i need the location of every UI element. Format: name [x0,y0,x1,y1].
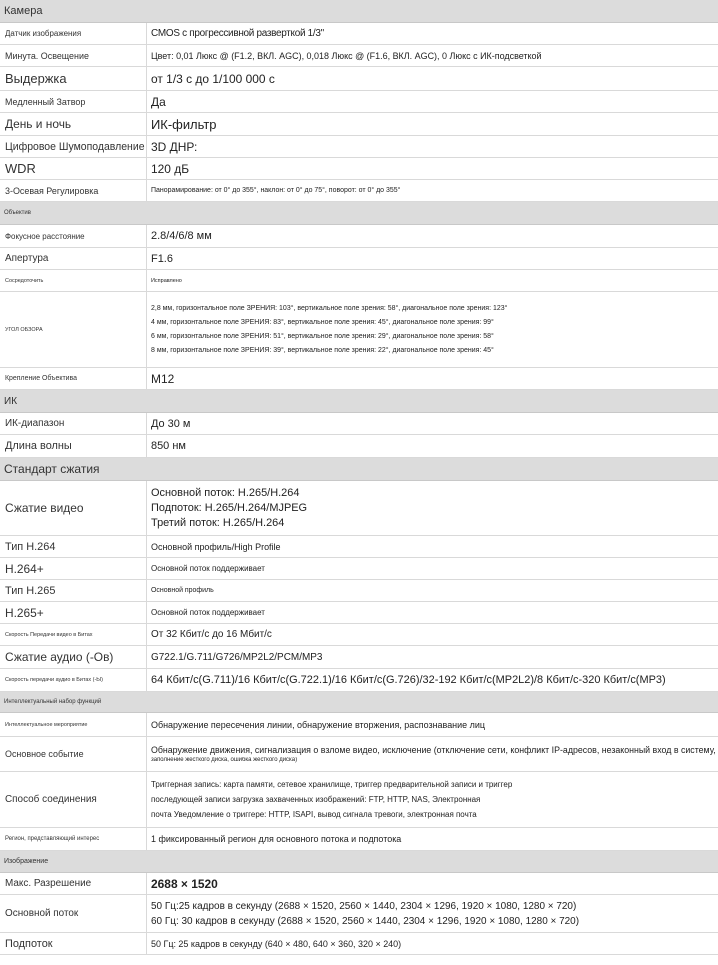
row-label: Фокусное расстояние [0,225,147,247]
table-row [0,113,718,136]
table-row [0,270,718,292]
table-row [0,873,718,895]
row-label: Основной поток [0,895,147,932]
row-value: Основной профиль [151,587,214,594]
row-value: 850 нм [151,440,186,452]
table-row [0,646,718,669]
row-value: 3D ДНР: [151,139,198,154]
table-row [0,292,718,368]
section-header-ir: ИК [0,390,718,413]
row-value: 2,8 мм, горизонтальное поле ЗРЕНИЯ: 103°, вертикальное поле зрения: 58°, диагональное поле зрения: 123° 4 мм, горизонтальное поле ЗРЕНИЯ: 83°, вертикальное поле зрения: 45°, диагональное поле зрения: 99° 6 мм, горизонтальное поле ЗРЕНИЯ: 51°, вертикальное поле зрения: 29°, диагональное поле зрения: 58° 8 мм, горизонтальное поле ЗРЕНИЯ: 39°, вертикальное поле зрения: 22°, диагональное поле зрения: 45° [151,305,508,354]
table-row [0,624,718,646]
row-label: Регион, представляющий интерес [0,828,147,850]
row-value: Обнаружение движения, сигнализация о взломе видео, исключение (отключение сети, конфликт IP-адресов, незаконный вход в систему, заполнение жесткого диска, ошибка жесткого диска) [151,745,716,763]
row-value: Основной поток поддерживает [151,608,265,617]
section-header-lens: Объектив [0,202,718,225]
row-label: Способ соединения [0,772,147,827]
row-value: Да [151,94,166,109]
row-label: Сжатие видео [0,481,147,535]
row-value: Основной поток поддерживает [151,564,265,573]
table-row [0,45,718,67]
table-row [0,536,718,558]
row-label: Датчик изображения [0,23,147,44]
section-header-smart: Интеллектуальный набор функций [0,692,718,713]
table-row [0,933,718,955]
row-value: 2.8/4/6/8 мм [151,230,212,242]
row-label: Медленный Затвор [0,91,147,112]
row-value: Исправлено [151,277,182,284]
row-value: G722.1/G.711/G726/MP2L2/PCM/MP3 [151,651,323,663]
row-value: Основной профиль/High Profile [151,541,281,552]
row-label: День и ночь [0,113,147,135]
row-label: УГОЛ ОБЗОРА [0,292,147,367]
row-label: Тип H.265 [0,580,147,601]
row-value: От 32 Кбит/с до 16 Мбит/с [151,629,272,640]
table-row [0,435,718,458]
table-row [0,136,718,158]
row-value: До 30 м [151,417,191,430]
table-row [0,772,718,828]
row-label: ИК-диапазон [0,413,147,434]
row-label: Скорость Передачи видео в Битах [0,624,147,645]
row-label: Тип H.264 [0,536,147,557]
table-row [0,895,718,933]
section-header-image: Изображение [0,851,718,873]
row-value: 1 фиксированный регион для основного потока и подпотока [151,834,402,844]
row-value: Обнаружение пересечения линии, обнаружение вторжения, распознавание лиц [151,719,486,730]
row-label: Апертура [0,248,147,269]
section-header-camera: Камера [0,0,718,23]
table-row [0,669,718,692]
table-row [0,828,718,851]
row-label: Сжатие аудио (-Ов) [0,646,147,668]
table-row [0,23,718,45]
table-row [0,558,718,580]
section-header-compression: Стандарт сжатия [0,458,718,481]
row-label: Цифровое Шумоподавление [0,136,147,157]
row-label: Сосредоточить [0,270,147,291]
row-value: M12 [151,371,175,386]
row-value: от 1/3 с до 1/100 000 с [151,71,275,86]
row-label: Скорость передачи аудио в Битах (-Ы) [0,669,147,691]
row-label: Длина волны [0,435,147,457]
row-value: 50 Гц: 25 кадров в секунду (640 × 480, 640 × 360, 320 × 240) [151,938,402,949]
row-value: 2688 × 1520 [151,876,218,891]
row-label: Минута. Освещение [0,45,147,66]
row-value: Цвет: 0,01 Люкс @ (F1.2, ВКЛ. AGC), 0,018 Люкс @ (F1.6, ВКЛ. AGC), 0 Люкс с ИК-подсветкой [151,50,542,61]
table-row [0,180,718,202]
row-label: Макс. Разрешение [0,873,147,894]
row-label: 3-Осевая Регулировка [0,180,147,201]
row-value: CMOS с прогрессивной разверткой 1/3" [151,28,324,39]
table-row [0,248,718,270]
row-label: WDR [0,158,147,179]
row-label: Крепление Объектива [0,368,147,389]
row-label: Выдержка [0,67,147,90]
table-row [0,225,718,248]
table-row [0,158,718,180]
row-value: Триггерная запись: карта памяти, сетевое хранилище, триггер предварительной записи и триггер последующей записи загрузка захваченных изображений: FTP, HTTP, NAS, Электронная почта Уведомление о триггере: HTTP, ISAPI, вывод сигнала тревоги, электронная почта [151,780,513,819]
row-value: ИК-фильтр [151,116,217,132]
row-value: 64 Кбит/с(G.711)/16 Кбит/с(G.722.1)/16 Кбит/с(G.726)/32-192 Кбит/с(MP2L2)/8 Кбит/с-320 Кбит/с(MP3) [151,674,666,686]
table-row [0,580,718,602]
row-label: Интеллектуальное мероприятие [0,713,147,736]
row-label: Основное событие [0,737,147,771]
row-value: 50 Гц:25 кадров в секунду (2688 × 1520, 2560 × 1440, 2304 × 1296, 1920 × 1080, 1280 × 720) 60 Гц: 30 кадров в секунду (2688 × 1520, 2560 × 1440, 2304 × 1296, 1920 × 1080, 1280 × 720) [151,900,580,927]
row-label: Подпоток [0,933,147,954]
row-value: 120 дБ [151,161,190,176]
row-value: Панорамирование: от 0° до 355°, наклон: от 0° до 75°, поворот: от 0° до 355° [151,187,401,194]
row-value: F1.6 [151,252,173,265]
table-row [0,737,718,772]
table-row [0,481,718,536]
table-row [0,713,718,737]
row-value: Основной поток: H.265/H.264 Подпоток: H.265/H.264/MJPEG Третий поток: H.265/H.264 [151,487,308,529]
table-row [0,67,718,91]
row-label: H.264+ [0,558,147,579]
table-row [0,413,718,435]
table-row [0,602,718,624]
row-label: H.265+ [0,602,147,623]
table-row [0,91,718,113]
table-row [0,368,718,390]
